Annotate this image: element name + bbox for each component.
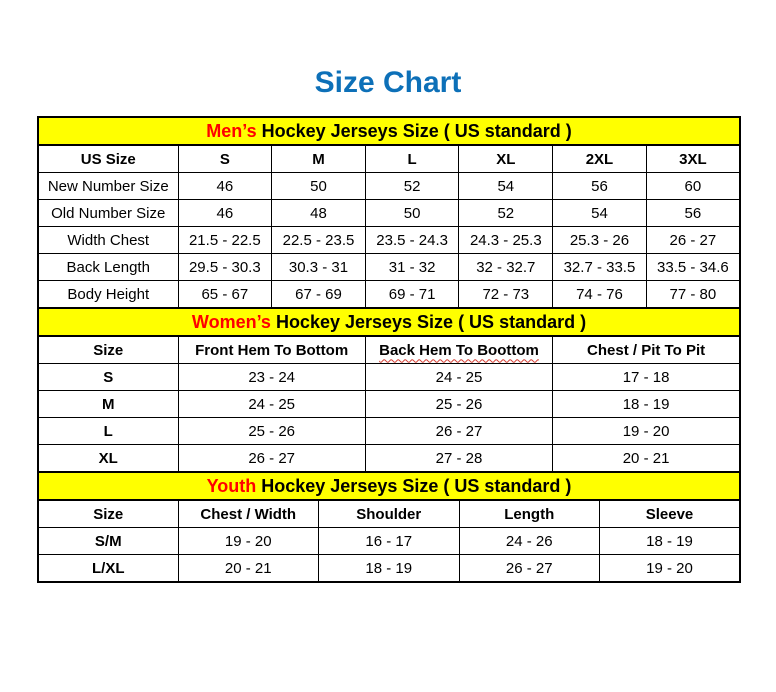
row-label: L bbox=[38, 418, 178, 445]
row-label: XL bbox=[38, 445, 178, 473]
value-cell: 23 - 24 bbox=[178, 364, 365, 391]
mens-section-band bbox=[38, 117, 740, 145]
size-table-youth bbox=[37, 471, 741, 583]
value-cell: 25 - 26 bbox=[365, 391, 552, 418]
mens-column-header: 3XL bbox=[646, 145, 740, 173]
value-cell: 17 - 18 bbox=[553, 364, 740, 391]
row-label: Old Number Size bbox=[38, 200, 178, 227]
size-table-womens bbox=[37, 307, 741, 473]
youth-column-header: Shoulder bbox=[319, 500, 460, 528]
value-cell: 24 - 26 bbox=[459, 528, 600, 555]
mens-table-row bbox=[38, 200, 740, 227]
value-cell: 77 - 80 bbox=[646, 281, 740, 309]
row-label: S/M bbox=[38, 528, 178, 555]
value-cell: 56 bbox=[553, 173, 647, 200]
youth-column-header: Size bbox=[38, 500, 178, 528]
womens-table-row bbox=[38, 445, 740, 473]
value-cell: 48 bbox=[272, 200, 366, 227]
value-cell: 20 - 21 bbox=[178, 555, 319, 583]
value-cell: 29.5 - 30.3 bbox=[178, 254, 272, 281]
value-cell: 19 - 20 bbox=[553, 418, 740, 445]
womens-section-title: Women’s Hockey Jerseys Size ( US standard ) bbox=[38, 308, 740, 336]
value-cell: 24 - 25 bbox=[365, 364, 552, 391]
value-cell: 33.5 - 34.6 bbox=[646, 254, 740, 281]
value-cell: 69 - 71 bbox=[365, 281, 459, 309]
value-cell: 50 bbox=[365, 200, 459, 227]
mens-column-header: 2XL bbox=[553, 145, 647, 173]
mens-table-row bbox=[38, 254, 740, 281]
value-cell: 22.5 - 23.5 bbox=[272, 227, 366, 254]
value-cell: 54 bbox=[553, 200, 647, 227]
youth-table-row bbox=[38, 528, 740, 555]
womens-table-row bbox=[38, 364, 740, 391]
value-cell: 19 - 20 bbox=[178, 528, 319, 555]
row-label: New Number Size bbox=[38, 173, 178, 200]
value-cell: 46 bbox=[178, 173, 272, 200]
youth-section-title: Youth Hockey Jerseys Size ( US standard ) bbox=[38, 472, 740, 500]
row-label: M bbox=[38, 391, 178, 418]
value-cell: 54 bbox=[459, 173, 553, 200]
value-cell: 30.3 - 31 bbox=[272, 254, 366, 281]
value-cell: 56 bbox=[646, 200, 740, 227]
youth-title-highlight: Youth bbox=[206, 475, 257, 496]
value-cell: 20 - 21 bbox=[553, 445, 740, 473]
row-label: Body Height bbox=[38, 281, 178, 309]
value-cell: 18 - 19 bbox=[319, 555, 460, 583]
mens-title-highlight: Men’s bbox=[206, 120, 257, 141]
spellcheck-underline-text: Back Hem To Boottom bbox=[379, 341, 539, 359]
size-chart-tables bbox=[37, 116, 743, 583]
womens-title-highlight: Women’s bbox=[191, 311, 271, 332]
page-title: Size Chart bbox=[314, 66, 462, 99]
value-cell: 50 bbox=[272, 173, 366, 200]
value-cell: 21.5 - 22.5 bbox=[178, 227, 272, 254]
value-cell: 23.5 - 24.3 bbox=[365, 227, 459, 254]
value-cell: 26 - 27 bbox=[459, 555, 600, 583]
womens-column-header: Front Hem To Bottom bbox=[178, 336, 365, 364]
size-table-mens bbox=[37, 116, 741, 309]
value-cell: 27 - 28 bbox=[365, 445, 552, 473]
row-label: S bbox=[38, 364, 178, 391]
womens-section-band bbox=[38, 308, 740, 336]
youth-column-header: Chest / Width bbox=[178, 500, 319, 528]
womens-header-row bbox=[38, 336, 740, 364]
value-cell: 72 - 73 bbox=[459, 281, 553, 309]
value-cell: 74 - 76 bbox=[553, 281, 647, 309]
row-label: Width Chest bbox=[38, 227, 178, 254]
value-cell: 16 - 17 bbox=[319, 528, 460, 555]
mens-column-header: M bbox=[272, 145, 366, 173]
womens-column-header bbox=[365, 336, 552, 364]
value-cell: 65 - 67 bbox=[178, 281, 272, 309]
mens-column-header: S bbox=[178, 145, 272, 173]
mens-section-title: Men’s Hockey Jerseys Size ( US standard ) bbox=[38, 117, 740, 145]
value-cell: 18 - 19 bbox=[600, 528, 741, 555]
value-cell: 31 - 32 bbox=[365, 254, 459, 281]
value-cell: 25.3 - 26 bbox=[553, 227, 647, 254]
youth-header-row bbox=[38, 500, 740, 528]
row-label: L/XL bbox=[38, 555, 178, 583]
womens-table-row bbox=[38, 418, 740, 445]
row-label: Back Length bbox=[38, 254, 178, 281]
value-cell: 32.7 - 33.5 bbox=[553, 254, 647, 281]
youth-column-header: Sleeve bbox=[600, 500, 741, 528]
womens-column-header: Size bbox=[38, 336, 178, 364]
womens-column-header: Chest / Pit To Pit bbox=[553, 336, 740, 364]
value-cell: 26 - 27 bbox=[365, 418, 552, 445]
value-cell: 52 bbox=[365, 173, 459, 200]
value-cell: 25 - 26 bbox=[178, 418, 365, 445]
value-cell: 26 - 27 bbox=[646, 227, 740, 254]
youth-table-row bbox=[38, 555, 740, 583]
mens-table-row bbox=[38, 173, 740, 200]
youth-column-header: Length bbox=[459, 500, 600, 528]
mens-header-row bbox=[38, 145, 740, 173]
value-cell: 26 - 27 bbox=[178, 445, 365, 473]
value-cell: 24.3 - 25.3 bbox=[459, 227, 553, 254]
value-cell: 32 - 32.7 bbox=[459, 254, 553, 281]
value-cell: 52 bbox=[459, 200, 553, 227]
value-cell: 60 bbox=[646, 173, 740, 200]
youth-section-band bbox=[38, 472, 740, 500]
value-cell: 18 - 19 bbox=[553, 391, 740, 418]
value-cell: 24 - 25 bbox=[178, 391, 365, 418]
mens-table-row bbox=[38, 227, 740, 254]
mens-column-header: US Size bbox=[38, 145, 178, 173]
value-cell: 46 bbox=[178, 200, 272, 227]
mens-column-header: L bbox=[365, 145, 459, 173]
mens-column-header: XL bbox=[459, 145, 553, 173]
womens-table-row bbox=[38, 391, 740, 418]
value-cell: 19 - 20 bbox=[600, 555, 741, 583]
value-cell: 67 - 69 bbox=[272, 281, 366, 309]
mens-table-row bbox=[38, 281, 740, 309]
